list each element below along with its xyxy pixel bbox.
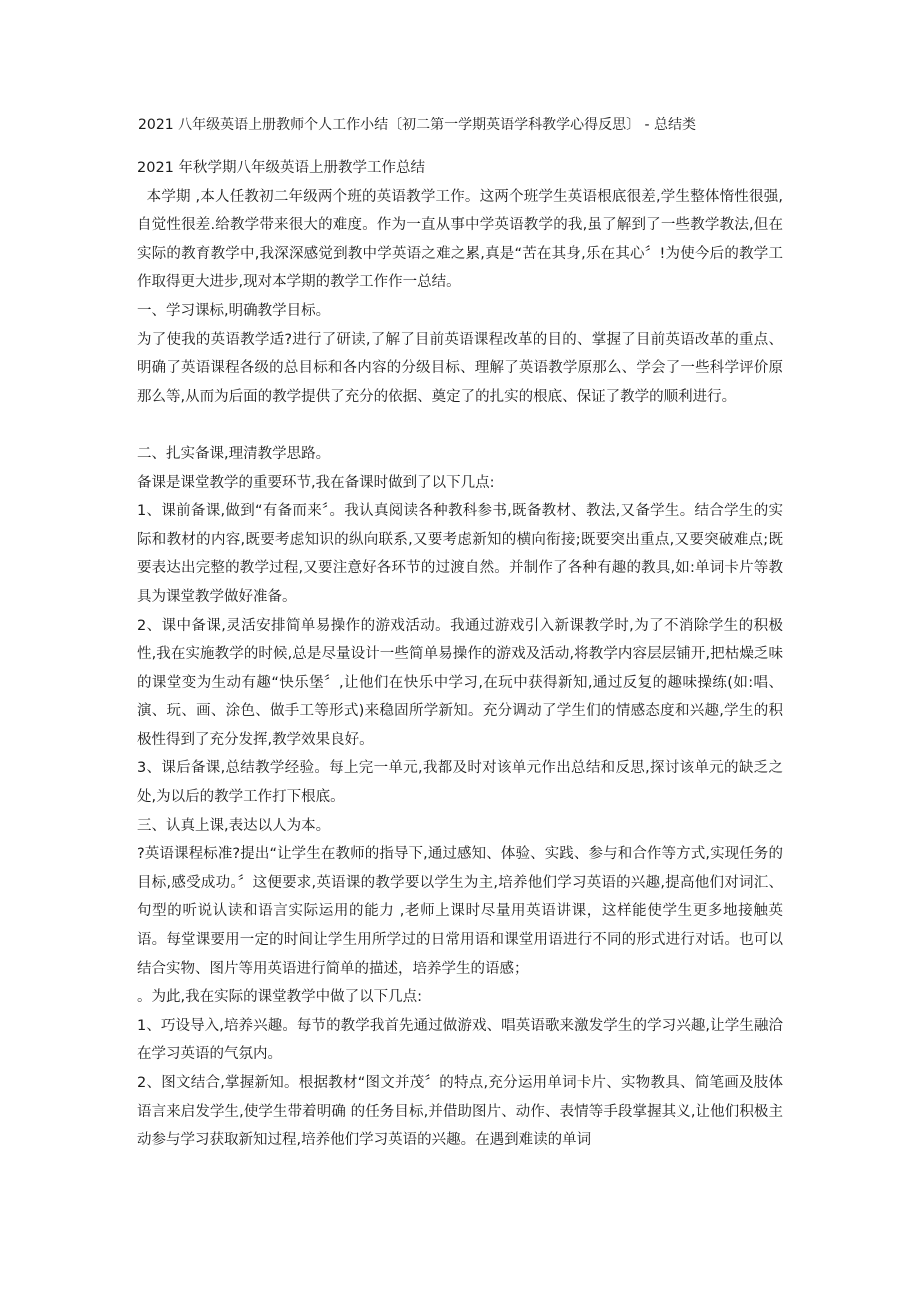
list-item: 1、课前备课,做到“有备而来〞。我认真阅读各种教科参书,既备教材、教法,又备学生。结合学生的实际和教材的内容,既要考虑知识的纵向联系,又要考虑新知的横向衔接;既要突出重点,又要突破难点;既要表达出完整的教学过程,又要注意好各环节的过渡自然。并制作了各种有趣的教具,如:单词卡片等教具为课堂教学做好准备。 (137, 503, 783, 605)
list-item: 1、巧设导入,培养兴趣。每节的教学我首先通过做游戏、唱英语歌来激发学生的学习兴趣,让学生融洽在学习英语的气氛内。 (137, 1017, 783, 1063)
paragraph: 备课是课堂教学的重要环节,我在备课时做到了以下几点: (137, 474, 495, 491)
list-item: 3、课后备课,总结教学经验。每上完一单元,我都及时对该单元作出总结和反思,探讨该单元的缺乏之处,为以后的教学工作打下根底。 (137, 760, 783, 806)
section-heading-3: 三、认真上课,表达以人为本。 (137, 817, 331, 834)
document-title: 2021 八年级英语上册教师个人工作小结〔初二第一学期英语学科教学心得反思〕 - 总结类 (138, 117, 697, 133)
intro-paragraph: 本学期 ,本人任教初二年级两个班的英语教学工作。这两个班学生英语根底很差,学生整体惰性很强,自觉性很差.给教学带来很大的难度。作为一直从事中学英语教学的我,虽了解到了一些教学教法,但在实际的教育教学中,我深深感觉到教中学英语之难之累,真是“苦在其身,乐在其心〞!为使今后的教学工作取得更大进步,现对本学期的教学工作作一总结。 (137, 188, 784, 291)
section-heading-1: 一、学习课标,明确教学目标。 (137, 302, 331, 319)
section-heading-2: 二、扎实备课,理清教学思路。 (137, 445, 331, 462)
document-body (137, 154, 783, 1155)
paragraph: 为了使我的英语教学适?进行了研读,了解了目前英语课程改革的目的、掌握了目前英语改革的重点、明确了英语课程各级的总目标和各内容的分级目标、理解了英语教学原那么、学会了一些科学评价原那么等,从而为后面的教学提供了充分的依据、奠定了的扎实的根底、保证了教学的顺利进行。 (137, 331, 783, 405)
subtitle: 2021 年秋学期八年级英语上册教学工作总结 (137, 160, 426, 176)
paragraph: ?英语课程标准?提出“让学生在教师的指导下,通过感知、体验、实践、参与和合作等方式,实现任务的目标,感受成功。〞这便要求,英语课的教学要以学生为主,培养他们学习英语的兴趣,提高他们对词汇、句型的听说认读和语言实际运用的能力 ,老师上课时尽量用英语讲课，这样能使学生更多地接触英语。每堂课要用一定的时间让学生用所学过的日常用语和课堂用语进行不同的形式进行对话。也可以结合实物、图片等用英语进行简单的描述，培养学生的语感； (137, 846, 783, 977)
blank-line (137, 411, 783, 440)
paragraph: 。为此,我在实际的课堂教学中做了以下几点: (137, 989, 422, 1006)
list-item: 2、图文结合,掌握新知。根据教材“图文并茂〞的特点,充分运用单词卡片、实物教具、简笔画及肢体语言来启发学生,使学生带着明确 的任务目标,并借助图片、动作、表情等手段掌握其义,让他们积极主动参与学习获取新知过程,培养他们学习英语的兴趣。在遇到难读的单词 (137, 1075, 783, 1149)
list-item: 2、课中备课,灵活安排简单易操作的游戏活动。我通过游戏引入新课教学时,为了不消除学生的积极性,我在实施教学的时候,总是尽量设计一些简单易操作的游戏及活动,将教学内容层层铺开,把枯燥乏味的课堂变为生动有趣“快乐堡〞,让他们在快乐中学习,在玩中获得新知,通过反复的趣味操练(如:唱、演、玩、画、涂色、做手工等形式)来稳固所学新知。充分调动了学生们的情感态度和兴趣,学生的积极性得到了充分发挥,教学效果良好。 (137, 617, 783, 748)
